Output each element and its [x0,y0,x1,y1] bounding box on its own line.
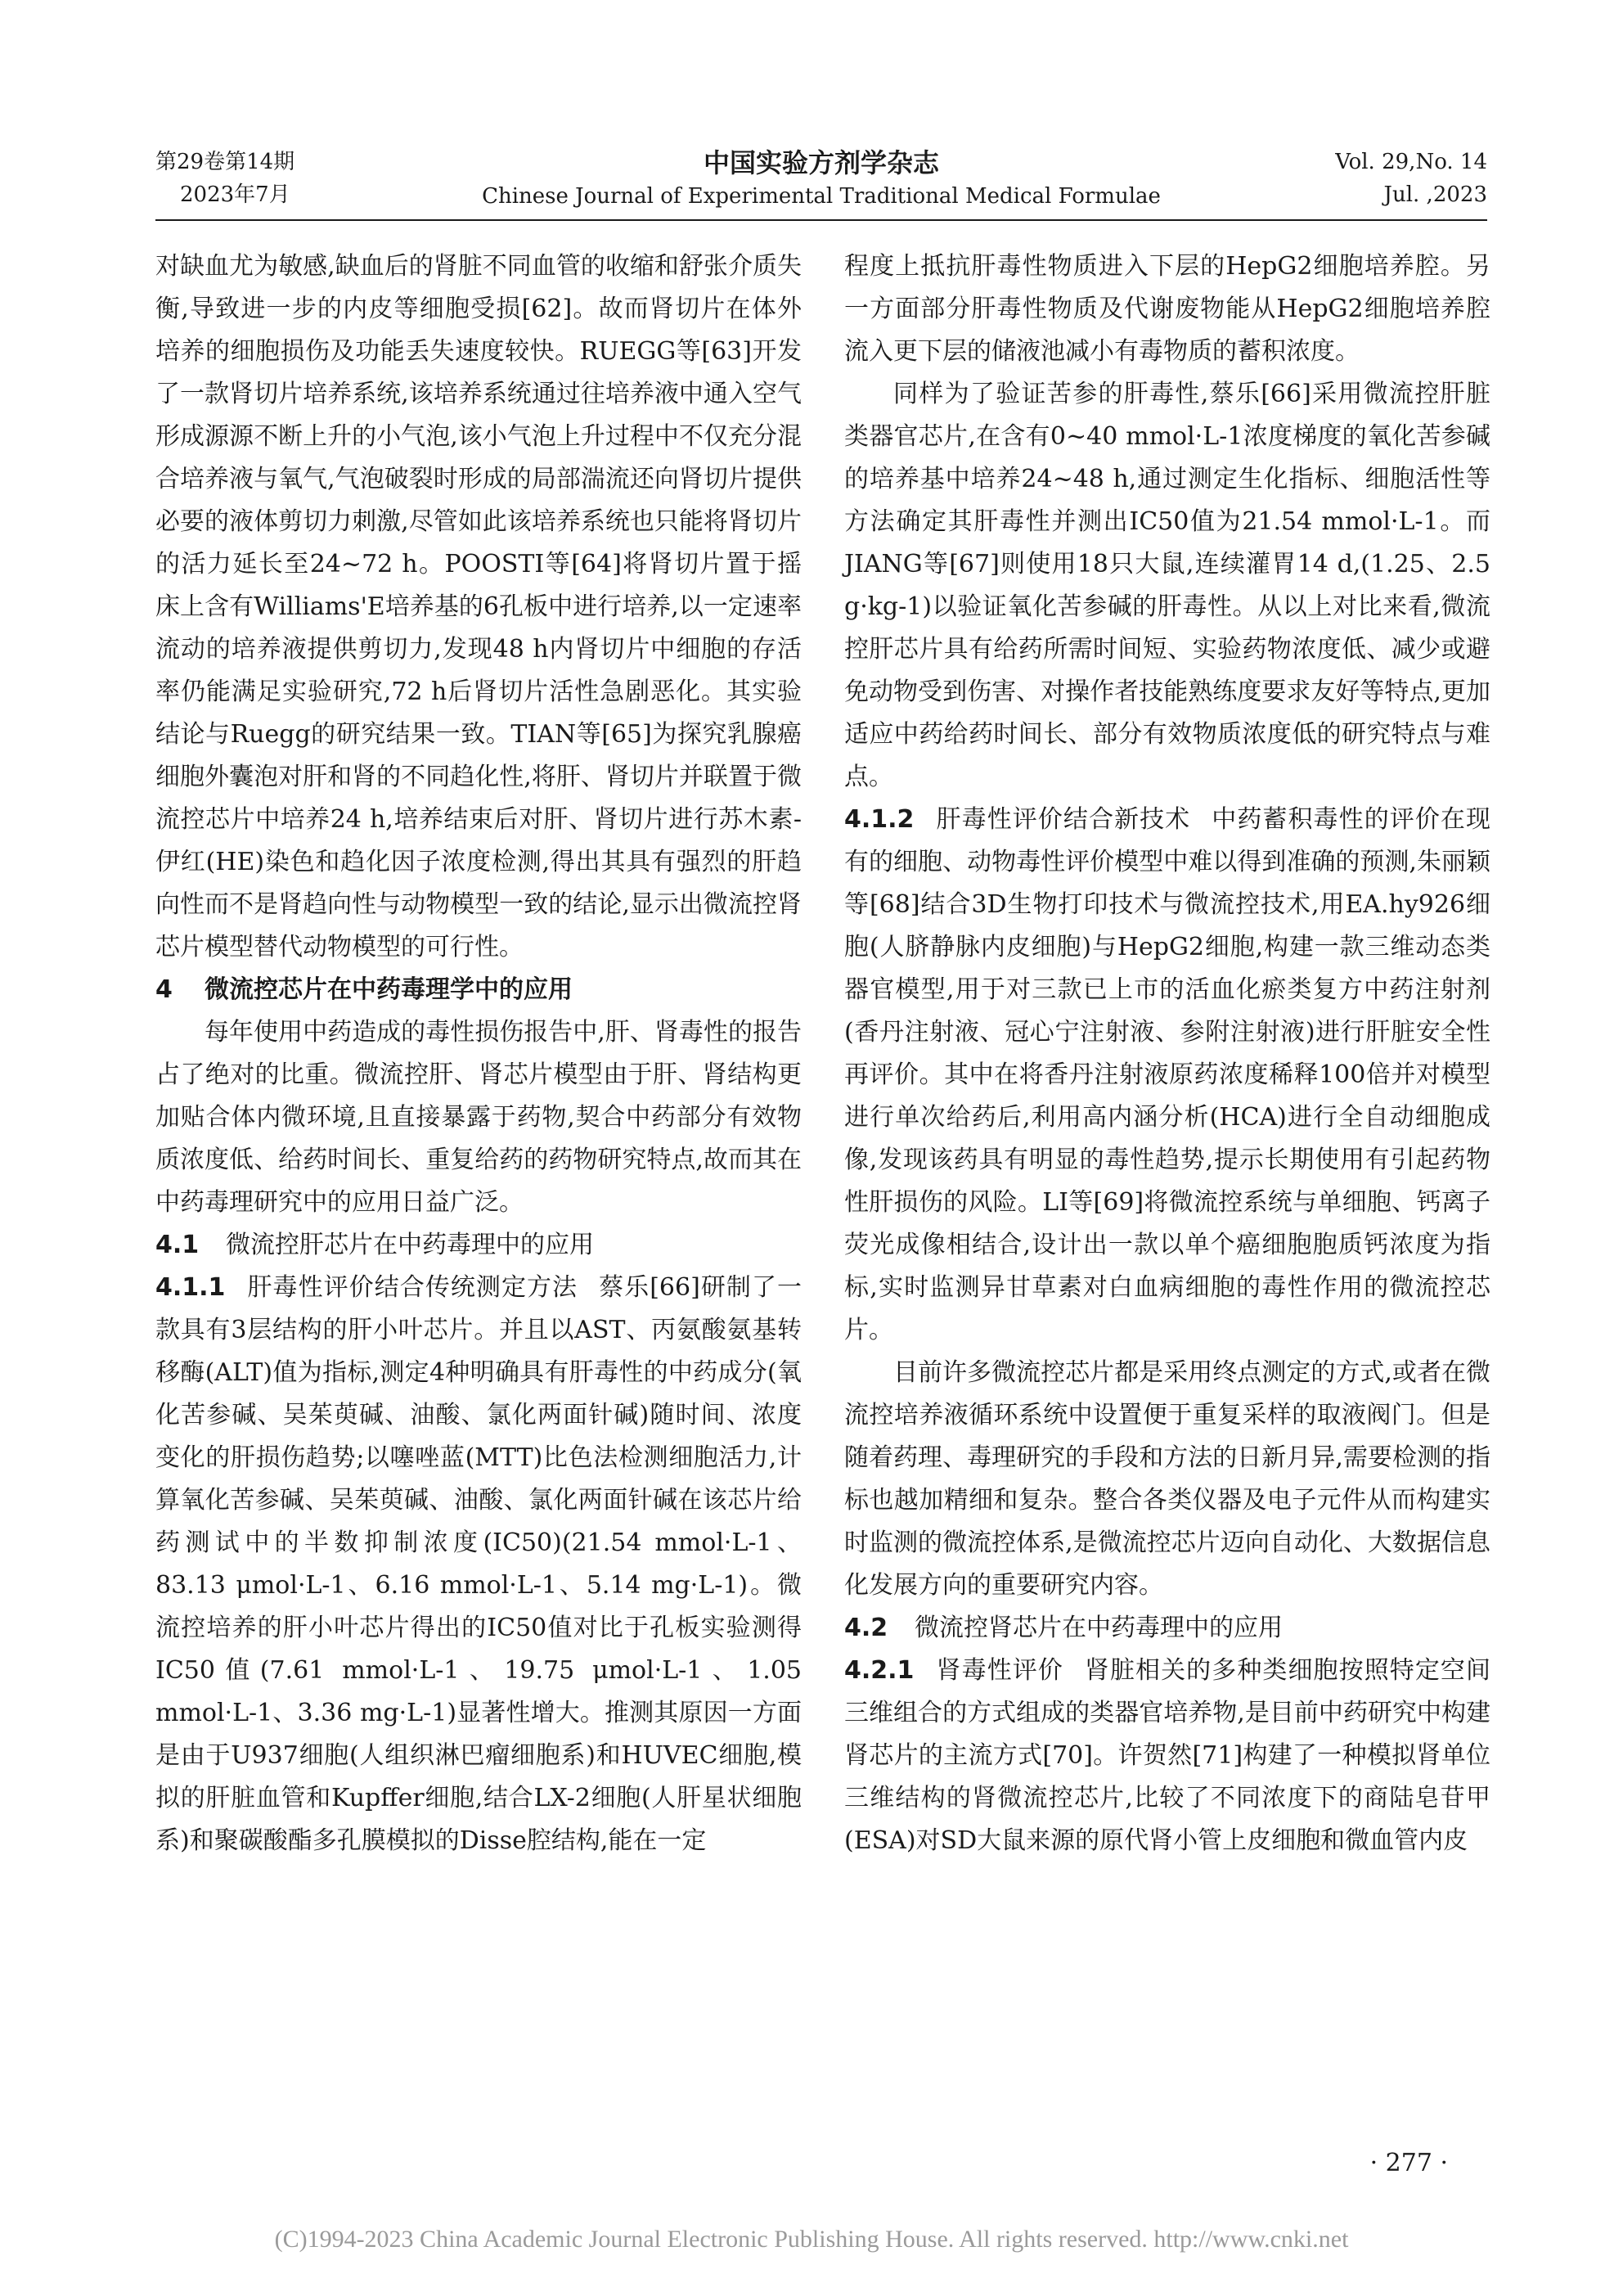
section-number: 4 [155,975,173,1004]
volume-en: Vol. 29,No. 14 [1335,150,1487,174]
paragraph: 目前许多微流控芯片都是采用终点测定的方式,或者在微流控培养液循环系统中设置便于重复采样的取液阀门。但是随着药理、毒理研究的手段和方法的日新月异,需要检测的指标也越加精细和复杂。整合各类仪器及电子元件从而构建实时监测的微流控体系,是微流控芯片迈向自动化、大数据信息化发展方向的重要研究内容。 [844,1358,1490,1600]
header-right [1335,146,1487,211]
subsection-paragraph [155,1267,802,1862]
paragraph-text: 肾脏相关的多种类细胞按照特定空间三维组合的方式组成的类器官培养物,是目前中药研究中构建肾芯片的主流方式[70]。许贺然[71]构建了一种模拟肾单位三维结构的肾微流控芯片,比较了不同浓度下的商陆皂苷甲(ESA)对SD大鼠来源的原代肾小管上皮细胞和微血管内皮 [844,1656,1491,1855]
subsection-number: 4.1.1 [155,1273,226,1302]
paragraph: 对缺血尤为敏感,缺血后的肾脏不同血管的收缩和舒张介质失衡,导致进一步的内皮等细胞受损[62]。故而肾切片在体外培养的细胞损伤及功能丢失速度较快。RUEGG等[63]开发了一款肾切片培养系统,该培养系统通过往培养液中通入空气形成源源不断上升的小气泡,该小气泡上升过程中不仅充分混合培养液与氧气,气泡破裂时形成的局部湍流还向肾切片提供必要的液体剪切力刺激,尽管如此该培养系统也只能将肾切片的活力延长至24~72 h。POOSTI等[64]将肾切片置于摇床上含有Williams'E培养基的6孔板中进行培养,以一定速率流动的培养液提供剪切力,发现48 h内肾切片中细胞的存活率仍能满足实验研究,72 h后肾切片活性急剧恶化。其实验结论与Ruegg的研究结果一致。TIAN等[65]为探究乳腺癌细胞外囊泡对肝和肾的不同趋化性,将肝、肾切片并联置于微流控芯片中培养24 h,培养结束后对肝、肾切片进行苏木素-伊红(HE)染色和趋化因子浓度检测,得出其具有强烈的肝趋向性而不是肾趋向性与动物模型一致的结论,显示出微流控肾芯片模型替代动物模型的可行性。 [155,252,802,961]
subsection-title: 肾毒性评价 [935,1656,1063,1685]
section-title: 微流控肾芯片在中药毒理中的应用 [915,1614,1283,1642]
section-heading-4-2 [844,1607,1490,1650]
journal-title-cn: 中国实验方剂学杂志 [703,147,939,178]
paragraph: 同样为了验证苦参的肝毒性,蔡乐[66]采用微流控肝脏类器官芯片,在含有0~40 mmol·L-1浓度梯度的氧化苦参碱的培养基中培养24~48 h,通过测定生化指标、细胞活性等方法确定其肝毒性并测出IC50值为21.54 mmol·L-1。而JIANG等[67]则使用18只大鼠,连续灌胃14 d,(1.25、2.5 g·kg-1)以验证氧化苦参碱的肝毒性。从以上对比来看,微流控肝芯片具有给药所需时间短、实验药物浓度低、减少或避免动物受到伤害、对操作者技能熟练度要求友好等特点,更加适应中药给药时间长、部分有效物质浓度低的研究特点与难点。 [844,380,1490,791]
paragraph-text: 蔡乐[66]研制了一款具有3层结构的肝小叶芯片。并且以AST、丙氨酸氨基转移酶(ALT)值为指标,测定4种明确具有肝毒性的中药成分(氧化苦参碱、吴茱萸碱、油酸、氯化两面针碱)随时间、浓度变化的肝损伤趋势;以噻唑蓝(MTT)比色法检测细胞活力,计算氧化苦参碱、吴茱萸碱、油酸、氯化两面针碱在该芯片给药测试中的半数抑制浓度(IC50)(21.54 mmol·L-1、83.13 μmol·L-1、6.16 mmol·L-1、5.14 mg·L-1)。微流控培养的肝小叶芯片得出的IC50值对比于孔板实验测得IC50值(7.61 mmol·L-1、19.75 μmol·L-1、1.05 mmol·L-1、3.36 mg·L-1)显著性增大。推测其原因一方面是由于U937细胞(人组织淋巴瘤细胞系)和HUVEC细胞,模拟的肝脏血管和Kupffer细胞,结合LX-2细胞(人肝星状细胞系)和聚碳酸酯多孔膜模拟的Disse腔结构,能在一定 [155,1273,803,1855]
section-title: 微流控芯片在中药毒理学中的应用 [205,975,573,1004]
copyright-footer: (C)1994-2023 China Academic Journal Electronic Publishing House. All rights reserved. http://www.cnki.net [274,2226,1349,2253]
right-column [844,245,1490,1862]
page-number: · 277 · [1369,2149,1448,2177]
header-rule [155,219,1487,221]
issue-date: 2023年7月 [180,182,290,207]
section-title: 微流控肝芯片在中药毒理中的应用 [226,1231,594,1259]
subsection-title: 肝毒性评价结合新技术 [935,805,1191,834]
page-header [155,146,1487,219]
subsection-paragraph [844,1650,1490,1862]
header-center [155,146,1487,213]
section-number: 4.2 [844,1614,888,1642]
date-en: Jul. ,2023 [1383,182,1487,207]
paragraph: 每年使用中药造成的毒性损伤报告中,肝、肾毒性的报告占了绝对的比重。微流控肝、肾芯片模型由于肝、肾结构更加贴合体内微环境,且直接暴露于药物,契合中药部分有效物质浓度低、给药时间长、重复给药的药物研究特点,故而其在中药毒理研究中的应用日益广泛。 [155,1018,802,1217]
volume-issue: 第29卷第14期 [155,150,295,174]
journal-title-en: Chinese Journal of Experimental Traditional Medical Formulae [482,184,1161,209]
subsection-number: 4.1.2 [844,805,915,834]
paragraph-text: 中药蓄积毒性的评价在现有的细胞、动物毒性评价模型中难以得到准确的预测,朱丽颖等[68]结合3D生物打印技术与微流控技术,用EA.hy926细胞(人脐静脉内皮细胞)与HepG2细胞,构建一款三维动态类器官模型,用于对三款已上市的活血化瘀类复方中药注射剂(香丹注射液、冠心宁注射液、参附注射液)进行肝脏安全性再评价。其中在将香丹注射液原药浓度稀释100倍并对模型进行单次给药后,利用高内涵分析(HCA)进行全自动细胞成像,发现该药具有明显的毒性趋势,提示长期使用有引起药物性肝损伤的风险。LI等[69]将微流控系统与单细胞、钙离子荧光成像相结合,设计出一款以单个癌细胞胞质钙浓度为指标,实时监测异甘草素对白血病细胞的毒性作用的微流控芯片。 [844,805,1491,1344]
left-column [155,245,802,1862]
section-number: 4.1 [155,1231,200,1259]
section-heading-4 [155,969,802,1011]
subsection-title: 肝毒性评价结合传统测定方法 [246,1273,578,1302]
section-heading-4-1 [155,1224,802,1267]
subsection-number: 4.2.1 [844,1656,915,1685]
paragraph: 程度上抵抗肝毒性物质进入下层的HepG2细胞培养腔。另一方面部分肝毒性物质及代谢废物能从HepG2细胞培养腔流入更下层的储液池减小有毒物质的蓄积浓度。 [844,252,1490,366]
subsection-paragraph [844,799,1490,1352]
